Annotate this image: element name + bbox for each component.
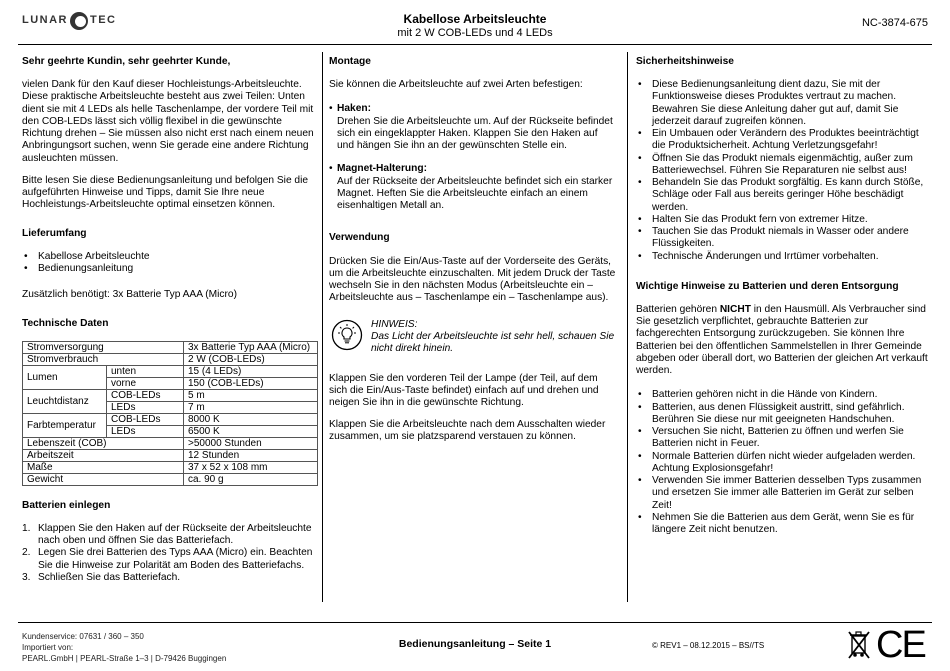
table-cell: 7 m <box>184 401 318 413</box>
table-cell: 12 Stunden <box>184 449 318 461</box>
table-cell: 150 (COB-LEDs) <box>184 377 318 389</box>
text-span: in den Hausmüll. Als Verbraucher sind Sie gesetzlich verpflichtet, gebrauchte Batterien zur fachgerechten Entsorgung zurückzugeben. Sie können Ihre Batterien bei den öffentlichen Sammelstellen in Ihrer Gemeinde abgeben oder überall dort, wo Batterien der gleichen Art verkauft werden. <box>636 303 928 377</box>
table-cell: 3x Batterie Typ AAA (Micro) <box>184 341 318 353</box>
column-middle <box>329 56 617 454</box>
revision-note: © REV1 – 08.12.2015 – BS//TS <box>652 641 765 650</box>
table-row <box>23 341 318 353</box>
table-cell: 2 W (COB-LEDs) <box>184 353 318 365</box>
table-cell: COB-LEDs <box>107 413 184 425</box>
table-row <box>23 389 318 401</box>
compliance-marks <box>848 626 925 664</box>
list-item: • Bedienungsanleitung <box>22 263 318 275</box>
column-left <box>22 56 318 584</box>
step-number: 3. <box>22 571 31 583</box>
table-cell: COB-LEDs <box>107 389 184 401</box>
greeting-heading: Sehr geehrte Kundin, sehr geehrter Kunde, <box>22 56 231 67</box>
importer-address: PEARL.GmbH | PEARL-Straße 1–3 | D-79426 Buggingen <box>22 654 227 663</box>
table-cell: Gewicht <box>23 473 184 485</box>
list-item: • Versuchen Sie nicht, Batterien zu öffnen und werfen Sie Batterien nicht in Feuer. <box>636 426 930 450</box>
use-paragraph-1: Drücken Sie die Ein/Aus-Taste auf der Vorderseite des Geräts, um die Arbeitsleuchte einzuschalten. Mit jedem Druck der Taste wechseln Sie in den nächsten Modus (Arbeitsleuchte ein – Arbeitsleuchte aus – Taschenlampe ein – Taschenlampe aus). <box>329 255 616 304</box>
battery-list <box>636 389 930 536</box>
table-row <box>23 353 318 365</box>
mount-intro: Sie können die Arbeitsleuchte auf zwei Arten befestigen: <box>329 79 583 91</box>
table-cell: ca. 90 g <box>184 473 318 485</box>
ce-mark: CE <box>876 624 925 666</box>
column-divider-2 <box>627 52 628 602</box>
step-number: 2. <box>22 547 31 559</box>
table-cell: 37 x 52 x 108 mm <box>184 461 318 473</box>
use-paragraph-3: Klappen Sie die Arbeitsleuchte nach dem Ausschalten wieder zusammen, um sie platzsparend verstauen zu können. <box>329 419 606 443</box>
battery-steps <box>22 523 318 584</box>
list-item: • Diese Bedienungsanleitung dient dazu, Sie mit der Funktionsweise dieses Produktes vertraut zu machen. Bewahren Sie diese Anleitung daher gut auf, damit Sie jederzeit darauf zugreifen können. <box>636 79 930 128</box>
list-item: • Halten Sie das Produkt fern von extremer Hitze. <box>636 214 930 226</box>
battery-insert-heading: Batterien einlegen <box>22 499 111 511</box>
column-divider-1 <box>322 52 323 602</box>
page-title: Kabellose Arbeitsleuchte <box>403 12 547 26</box>
mount-item-label: Magnet-Halterung: <box>337 163 427 175</box>
spec-table <box>22 341 318 486</box>
battery-disposal-paragraph <box>636 304 930 377</box>
table-row <box>23 461 318 473</box>
table-cell: Arbeitszeit <box>23 449 184 461</box>
list-item <box>22 572 318 584</box>
use-paragraph-2: Klappen Sie den vorderen Teil der Lampe (der Teil, auf dem sich die Ein/Aus-Taste befindet) einfach auf und drehen und neigen Sie ihn in die gewünschte Richtung. <box>329 372 599 408</box>
step-text: Legen Sie drei Batterien des Typs AAA (Micro) ein. Beachten Sie die Hinweise zur Polarität am Boden des Batteriefachs. <box>38 547 313 571</box>
table-cell: >50000 Stunden <box>184 437 318 449</box>
table-row <box>23 437 318 449</box>
hint-text: Das Licht der Arbeitsleuchte ist sehr hell, schauen Sie nicht direkt hinein. <box>371 330 615 354</box>
mount-item-text: Auf der Rückseite der Arbeitsleuchte befindet sich ein starker Magnet. Heften Sie die Arbeitsleuchte einfach an einem eisenhaltigen Metall an. <box>337 175 613 212</box>
table-cell: 6500 K <box>184 425 318 437</box>
table-cell: Lebenszeit (COB) <box>23 437 184 449</box>
scope-heading: Lieferumfang <box>22 227 87 239</box>
list-item <box>22 547 318 571</box>
mount-item-label: Haken: <box>337 103 371 115</box>
bullet-dot: • <box>329 163 333 175</box>
table-cell: unten <box>107 365 184 377</box>
table-row <box>23 449 318 461</box>
list-item: • Nehmen Sie die Batterien aus dem Gerät, wenn Sie es für längere Zeit nicht benutzen. <box>636 512 930 536</box>
import-label: Importiert von: <box>22 643 74 652</box>
list-item: • Öffnen Sie das Produkt niemals eigenmächtig, außer zum Batteriewechsel. Führen Sie Reparaturen nie selbst aus! <box>636 153 930 177</box>
table-cell: 5 m <box>184 389 318 401</box>
intro-paragraph: vielen Dank für den Kauf dieser Hochleistungs-Arbeitsleuchte. Diese praktische Arbeitsleuchte besteht aus zwei Teilen: Unten dient sie mit 4 LEDs als helle Taschenlampe, der vordere Teil mit den COB-LEDs lässt sich völlig flexibel in die gewünschte Richtung drehen – Sie müssen also nicht erst nach einem neuen Anbringungsort suchen, wenn Sie gerade eine andere Richtung ausleuchten müssen. <box>22 79 314 164</box>
list-item: • Batterien gehören nicht in die Hände von Kindern. <box>636 389 930 401</box>
footer-divider <box>18 622 932 623</box>
tech-heading: Technische Daten <box>22 317 109 329</box>
list-item <box>22 523 318 547</box>
weee-bin-icon <box>848 629 870 661</box>
title-block <box>0 12 950 41</box>
intro-paragraph-2: Bitte lesen Sie diese Bedienungsanleitung und befolgen Sie die aufgeführten Hinweise und Tipps, damit Sie Ihre neue Hochleistungs-Arbeitsleuchte optimal einsetzen können. <box>22 174 309 211</box>
lightbulb-hint-icon <box>331 319 363 351</box>
mount-heading: Montage <box>329 56 371 67</box>
list-item: • Normale Batterien dürfen nicht wieder aufgeladen werden. Achtung Explosionsgefahr! <box>636 451 930 475</box>
article-number: NC-3874-675 <box>861 17 928 29</box>
table-row <box>23 473 318 485</box>
list-item: • Verwenden Sie immer Batterien desselben Typs zusammen und ersetzen Sie immer alle Batterien im Gerät zur selben Zeit! <box>636 475 930 512</box>
scope-list <box>22 251 318 275</box>
safety-heading: Sicherheitshinweise <box>636 56 734 67</box>
list-item: • Tauchen Sie das Produkt niemals in Wasser oder andere Flüssigkeiten. <box>636 226 930 250</box>
mount-item-text: Drehen Sie die Arbeitsleuchte um. Auf der Rückseite befindet sich ein eingeklappter Haken. Klappen Sie den Haken auf und hängen Sie ihn an der gewünschten Stelle ein. <box>337 115 613 152</box>
table-cell: 15 (4 LEDs) <box>184 365 318 377</box>
page-header <box>0 0 950 46</box>
table-cell: Maße <box>23 461 184 473</box>
scope-extra: Zusätzlich benötigt: 3x Batterie Typ AAA (Micro) <box>22 289 237 301</box>
step-number: 1. <box>22 522 31 534</box>
table-cell: Lumen <box>23 365 107 389</box>
hint-title: HINWEIS: <box>371 318 418 330</box>
table-cell: LEDs <box>107 401 184 413</box>
table-cell: Farbtemperatur <box>23 413 107 437</box>
safety-list <box>636 79 930 263</box>
list-item: • Behandeln Sie das Produkt sorgfältig. Es kann durch Stöße, Schläge oder Fall aus bereits geringer Höhe beschädigt werden. <box>636 177 930 214</box>
table-row <box>23 365 318 377</box>
text-span: Batterien gehören <box>636 303 720 315</box>
column-right <box>636 56 930 546</box>
footer-page-label: Bedienungsanleitung – Seite 1 <box>398 638 552 650</box>
list-item: • Ein Umbauen oder Verändern des Produktes beeinträchtigt die Produktsicherheit. Achtung Verletzungsgefahr! <box>636 128 930 152</box>
table-cell: Leuchtdistanz <box>23 389 107 413</box>
table-row <box>23 413 318 425</box>
logo-text-right: TEC <box>90 14 117 27</box>
page-subtitle: mit 2 W COB-LEDs und 4 LEDs <box>397 27 553 40</box>
battery-disposal-heading: Wichtige Hinweise zu Batterien und deren Entsorgung <box>636 280 899 292</box>
list-item: • Kabellose Arbeitsleuchte <box>22 251 318 263</box>
table-cell: Stromversorgung <box>23 341 184 353</box>
mount-item-hook <box>329 103 617 152</box>
table-cell: 8000 K <box>184 413 318 425</box>
use-heading: Verwendung <box>329 232 390 244</box>
header-divider <box>18 44 932 45</box>
table-cell: LEDs <box>107 425 184 437</box>
logo-text-left: LUNAR <box>22 14 68 27</box>
step-text: Klappen Sie den Haken auf der Rückseite der Arbeitsleuchte nach oben und öffnen Sie das Batteriefach. <box>38 522 312 547</box>
bullet-dot: • <box>329 103 333 115</box>
hint-box <box>329 319 617 359</box>
list-item: • Batterien, aus denen Flüssigkeit austritt, sind gefährlich. Berühren Sie diese nur mit geeigneten Handschuhen. <box>636 402 930 426</box>
mount-item-magnet <box>329 163 617 212</box>
emphasis-not: NICHT <box>719 303 751 315</box>
customer-service: Kundenservice: 07631 / 360 – 350 <box>22 632 144 641</box>
list-item: • Technische Änderungen und Irrtümer vorbehalten. <box>636 251 930 263</box>
table-cell: Stromverbrauch <box>23 353 184 365</box>
step-text: Schließen Sie das Batteriefach. <box>38 571 181 583</box>
table-cell: vorne <box>107 377 184 389</box>
